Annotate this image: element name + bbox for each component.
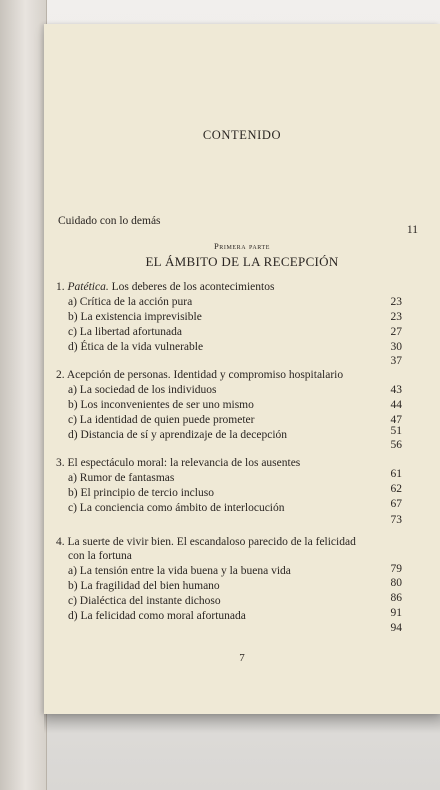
toc-item-page: 80 — [390, 577, 402, 589]
toc-item-page: 67 — [390, 498, 402, 510]
toc-intro-page: 11 — [406, 224, 418, 236]
toc-item-page: 30 — [390, 341, 402, 353]
toc-item-page: 23 — [390, 296, 402, 308]
chapter-title-line1: La suerte de vivir bien. El escandaloso parecido de la felicidad — [67, 536, 356, 548]
chapter-title-rest: Los deberes de los acontecimientos — [108, 281, 275, 293]
toc-item-page: 27 — [390, 326, 402, 338]
chapter-number: 1. — [56, 281, 65, 293]
part-label: Primera parte — [213, 241, 271, 251]
chapter-number: 2. — [56, 369, 65, 381]
chapter-end-page: 56 — [390, 439, 402, 451]
toc-item-page: 79 — [390, 563, 402, 575]
toc-item: a) La tensión entre la vida buena y la buena vida — [68, 565, 291, 577]
book-binding — [0, 0, 47, 790]
toc-item: c) Dialéctica del instante dichoso — [68, 595, 221, 607]
toc-item-page: 61 — [390, 468, 402, 480]
toc-item: b) Los inconvenientes de ser uno mismo — [68, 399, 254, 411]
toc-item-page: 91 — [390, 607, 402, 619]
toc-item: c) La conciencia como ámbito de interlocución — [68, 502, 285, 514]
toc-item: a) Crítica de la acción pura — [68, 296, 193, 308]
chapter-2-heading — [56, 368, 343, 382]
chapter-title-italic: Patética. — [67, 281, 109, 293]
toc-item-page: 23 — [390, 311, 402, 323]
toc-item: a) Rumor de fantasmas — [68, 472, 175, 484]
chapter-3-heading — [56, 456, 300, 470]
contents-title: CONTENIDO — [202, 128, 282, 142]
toc-item-page: 62 — [390, 483, 402, 495]
chapter-title: El espectáculo moral: la relevancia de los ausentes — [67, 457, 301, 469]
chapter-number: 4. — [56, 536, 65, 548]
chapter-title: Acepción de personas. Identidad y compromiso hospitalario — [66, 369, 344, 381]
toc-item: b) El principio de tercio incluso — [68, 487, 214, 499]
chapter-4-heading — [56, 535, 356, 549]
chapter-end-page: 73 — [390, 514, 402, 526]
toc-item: d) Ética de la vida vulnerable — [68, 341, 204, 353]
page-shadow — [44, 714, 440, 734]
toc-item-page: 86 — [390, 592, 402, 604]
chapter-title-line2: con la fortuna — [68, 550, 132, 562]
toc-item-page: 44 — [390, 399, 402, 411]
chapter-end-page: 94 — [390, 622, 402, 634]
toc-intro-label: Cuidado con lo demás — [58, 215, 161, 227]
toc-item: c) La identidad de quien puede prometer — [68, 414, 255, 426]
toc-item-page: 51 — [390, 425, 402, 437]
toc-item: b) La existencia imprevisible — [68, 311, 202, 323]
toc-item-page: 43 — [390, 384, 402, 396]
chapter-end-page: 37 — [390, 355, 402, 367]
part-title: EL ÁMBITO DE LA RECEPCIÓN — [145, 254, 339, 269]
chapter-number: 3. — [56, 457, 65, 469]
toc-item: d) Distancia de sí y aprendizaje de la decepción — [68, 429, 288, 441]
toc-item: a) La sociedad de los individuos — [68, 384, 217, 396]
toc-item-page: 47 — [390, 414, 402, 426]
page-number: 7 — [239, 652, 245, 664]
chapter-1-heading — [56, 280, 274, 294]
toc-item: b) La fragilidad del bien humano — [68, 580, 220, 592]
toc-item: c) La libertad afortunada — [68, 326, 182, 338]
book-page — [44, 24, 440, 714]
toc-item: d) La felicidad como moral afortunada — [68, 610, 246, 622]
